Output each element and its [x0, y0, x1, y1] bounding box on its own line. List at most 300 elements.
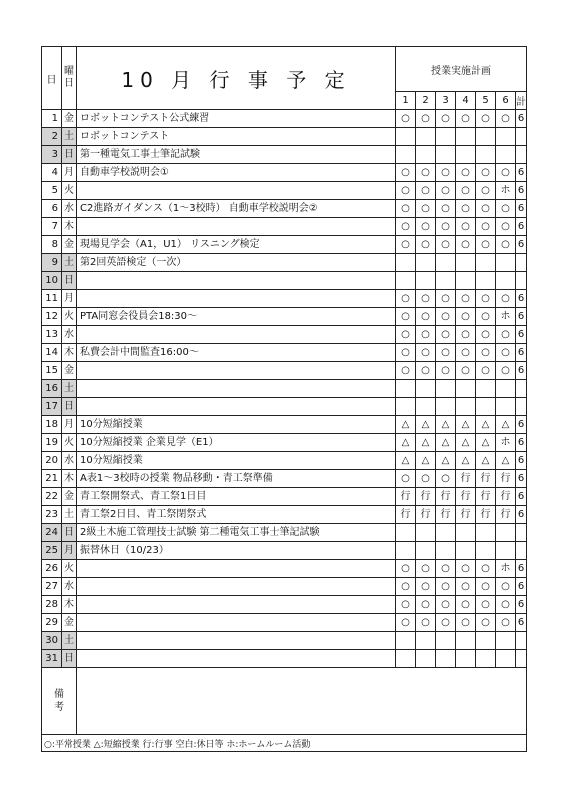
period-4-cell: ○ [456, 164, 476, 182]
day-row [42, 344, 527, 362]
day-number: 28 [42, 596, 62, 614]
total-cell: 6 [516, 236, 527, 254]
total-cell [516, 128, 527, 146]
day-row [42, 416, 527, 434]
event-cell [77, 182, 396, 200]
notes-area [77, 668, 527, 735]
weekday-cell: 月 [62, 164, 77, 182]
event-cell [77, 290, 396, 308]
weekday-cell: 火 [62, 560, 77, 578]
day-number: 9 [42, 254, 62, 272]
period-5-cell: ○ [476, 326, 496, 344]
period-5-cell [476, 398, 496, 416]
period-5-cell [476, 632, 496, 650]
period-6-cell: ホ [496, 434, 516, 452]
event-cell [77, 272, 396, 290]
total-cell: 6 [516, 164, 527, 182]
period-1-cell: 行 [396, 506, 416, 524]
period-2-cell [416, 146, 436, 164]
period-6-cell [496, 632, 516, 650]
day-row [42, 182, 527, 200]
period-4-cell: ○ [456, 560, 476, 578]
period-2-cell [416, 254, 436, 272]
day-row [42, 200, 527, 218]
period-1-cell: 行 [396, 488, 416, 506]
period-5-cell [476, 128, 496, 146]
period-5-cell: ○ [476, 236, 496, 254]
day-number: 2 [42, 128, 62, 146]
period-2-cell: ○ [416, 560, 436, 578]
schedule-rows [42, 110, 527, 668]
day-row [42, 254, 527, 272]
period-6-cell: ○ [496, 614, 516, 632]
period-4-cell: △ [456, 434, 476, 452]
schedule-sheet [41, 46, 526, 752]
period-6-cell: ○ [496, 164, 516, 182]
total-cell: 6 [516, 182, 527, 200]
period-3-cell: 行 [436, 506, 456, 524]
legend-row [42, 735, 527, 752]
total-cell: 6 [516, 362, 527, 380]
period-3-cell: ○ [436, 470, 456, 488]
day-number: 6 [42, 200, 62, 218]
period-4-cell [456, 524, 476, 542]
period-1-cell [396, 524, 416, 542]
period-2-cell: △ [416, 416, 436, 434]
event-cell: 第2回英語検定（一次） [77, 254, 396, 272]
day-number: 10 [42, 272, 62, 290]
event-cell [77, 380, 396, 398]
period-2-cell [416, 380, 436, 398]
period-2-cell: △ [416, 452, 436, 470]
period-6-cell: ホ [496, 560, 516, 578]
period-6-cell: △ [496, 452, 516, 470]
period-3-cell [436, 146, 456, 164]
day-row [42, 128, 527, 146]
total-cell: 6 [516, 308, 527, 326]
period-3-cell: ○ [436, 308, 456, 326]
event-cell [77, 362, 396, 380]
weekday-cell: 木 [62, 344, 77, 362]
period-3-cell: ○ [436, 614, 456, 632]
period-1-cell [396, 254, 416, 272]
period-1-cell: ○ [396, 560, 416, 578]
day-row [42, 632, 527, 650]
period-5-cell: ○ [476, 164, 496, 182]
day-row [42, 596, 527, 614]
period-2-header: 2 [416, 92, 436, 110]
day-row [42, 146, 527, 164]
period-1-cell: ○ [396, 200, 416, 218]
period-3-cell: ○ [436, 560, 456, 578]
period-4-cell [456, 128, 476, 146]
period-3-cell [436, 128, 456, 146]
period-6-cell: ○ [496, 578, 516, 596]
period-4-cell: ○ [456, 596, 476, 614]
total-cell [516, 524, 527, 542]
period-3-cell [436, 254, 456, 272]
period-3-cell: ○ [436, 182, 456, 200]
period-4-cell: △ [456, 416, 476, 434]
period-1-cell: ○ [396, 470, 416, 488]
period-2-cell: 行 [416, 506, 436, 524]
legend-text: ○:平常授業 △:短縮授業 行:行事 空白:休日等 ホ:ホームルーム活動 [42, 735, 527, 752]
day-row [42, 380, 527, 398]
day-number: 7 [42, 218, 62, 236]
total-cell [516, 398, 527, 416]
total-cell: 6 [516, 506, 527, 524]
period-5-header: 5 [476, 92, 496, 110]
period-6-cell: ホ [496, 182, 516, 200]
day-number: 12 [42, 308, 62, 326]
period-5-cell: ○ [476, 308, 496, 326]
period-4-header: 4 [456, 92, 476, 110]
notes-label [42, 668, 77, 735]
day-row [42, 542, 527, 560]
day-number: 11 [42, 290, 62, 308]
day-number: 14 [42, 344, 62, 362]
period-1-cell: △ [396, 452, 416, 470]
weekday-cell: 日 [62, 524, 77, 542]
period-2-cell: ○ [416, 308, 436, 326]
period-6-cell: △ [496, 416, 516, 434]
period-1-cell: △ [396, 434, 416, 452]
weekday-cell: 月 [62, 290, 77, 308]
period-1-cell: ○ [396, 290, 416, 308]
total-cell [516, 272, 527, 290]
period-1-cell: ○ [396, 218, 416, 236]
period-6-cell: 行 [496, 488, 516, 506]
event-cell: PTA同窓会役員会18:30～ [77, 308, 396, 326]
weekday-cell: 木 [62, 218, 77, 236]
period-6-cell: ○ [496, 362, 516, 380]
event-cell: 振替休日（10/23） [77, 542, 396, 560]
total-cell: 6 [516, 344, 527, 362]
period-2-cell [416, 272, 436, 290]
period-4-cell [456, 650, 476, 668]
period-3-cell: ○ [436, 200, 456, 218]
period-1-cell: ○ [396, 578, 416, 596]
period-2-cell: 行 [416, 488, 436, 506]
weekday-cell: 水 [62, 200, 77, 218]
period-2-cell: ○ [416, 236, 436, 254]
day-row [42, 164, 527, 182]
period-5-cell [476, 272, 496, 290]
period-2-cell: ○ [416, 344, 436, 362]
event-cell: 10分短縮授業 [77, 452, 396, 470]
period-5-cell: ○ [476, 614, 496, 632]
period-2-cell: ○ [416, 326, 436, 344]
day-row [42, 110, 527, 128]
period-1-cell [396, 272, 416, 290]
event-cell [77, 560, 396, 578]
period-4-cell: △ [456, 452, 476, 470]
period-6-cell: ○ [496, 236, 516, 254]
period-5-cell [476, 650, 496, 668]
total-cell: 6 [516, 200, 527, 218]
period-4-cell [456, 398, 476, 416]
day-row [42, 452, 527, 470]
period-6-header: 6 [496, 92, 516, 110]
period-2-cell: ○ [416, 200, 436, 218]
period-5-cell: 行 [476, 506, 496, 524]
period-3-cell: △ [436, 416, 456, 434]
total-cell: 6 [516, 596, 527, 614]
weekday-cell: 土 [62, 254, 77, 272]
day-row [42, 614, 527, 632]
period-5-cell [476, 380, 496, 398]
period-6-cell [496, 254, 516, 272]
day-number: 19 [42, 434, 62, 452]
period-6-cell: ホ [496, 308, 516, 326]
period-5-cell: ○ [476, 560, 496, 578]
period-4-cell: ○ [456, 614, 476, 632]
period-6-cell: ○ [496, 290, 516, 308]
event-cell: 自動車学校説明会① [77, 164, 396, 182]
weekday-cell: 日 [62, 650, 77, 668]
period-6-cell: ○ [496, 110, 516, 128]
period-4-cell: ○ [456, 308, 476, 326]
event-cell: 青工祭開祭式、青工祭1日目 [77, 488, 396, 506]
day-row [42, 470, 527, 488]
period-4-cell [456, 542, 476, 560]
day-row [42, 488, 527, 506]
day-number: 29 [42, 614, 62, 632]
weekday-cell: 金 [62, 110, 77, 128]
period-5-cell: ○ [476, 578, 496, 596]
period-4-cell [456, 272, 476, 290]
weekday-cell: 土 [62, 380, 77, 398]
day-row [42, 398, 527, 416]
total-cell: 6 [516, 452, 527, 470]
period-3-cell: ○ [436, 344, 456, 362]
day-number: 25 [42, 542, 62, 560]
period-3-cell [436, 632, 456, 650]
weekday-cell: 水 [62, 326, 77, 344]
weekday-cell: 水 [62, 452, 77, 470]
period-4-cell: ○ [456, 182, 476, 200]
period-4-cell: 行 [456, 506, 476, 524]
page-title: 10 月 行 事 予 定 [77, 47, 396, 110]
period-6-cell [496, 128, 516, 146]
weekday-cell: 火 [62, 182, 77, 200]
event-cell [77, 596, 396, 614]
period-2-cell [416, 398, 436, 416]
period-5-cell: ○ [476, 182, 496, 200]
period-1-cell: ○ [396, 236, 416, 254]
period-2-cell: ○ [416, 614, 436, 632]
weekday-cell: 火 [62, 434, 77, 452]
period-6-cell [496, 524, 516, 542]
period-5-cell: ○ [476, 290, 496, 308]
weekday-cell: 金 [62, 236, 77, 254]
period-2-cell [416, 650, 436, 668]
total-cell: 6 [516, 218, 527, 236]
period-4-cell [456, 380, 476, 398]
period-3-cell: 行 [436, 488, 456, 506]
period-3-cell [436, 272, 456, 290]
period-6-cell [496, 398, 516, 416]
day-number: 5 [42, 182, 62, 200]
weekday-cell: 木 [62, 596, 77, 614]
day-number: 17 [42, 398, 62, 416]
period-1-cell: ○ [396, 362, 416, 380]
total-cell: 6 [516, 290, 527, 308]
day-number: 27 [42, 578, 62, 596]
event-cell: 青工祭2日目、青工祭閉祭式 [77, 506, 396, 524]
day-number: 30 [42, 632, 62, 650]
day-number: 13 [42, 326, 62, 344]
period-6-cell: ○ [496, 596, 516, 614]
day-number: 15 [42, 362, 62, 380]
period-3-cell: ○ [436, 110, 456, 128]
weekday-cell: 日 [62, 398, 77, 416]
period-2-cell: ○ [416, 182, 436, 200]
period-5-cell: ○ [476, 362, 496, 380]
total-cell: 6 [516, 470, 527, 488]
total-cell: 6 [516, 614, 527, 632]
period-6-cell [496, 272, 516, 290]
period-1-cell [396, 398, 416, 416]
period-6-cell: ○ [496, 326, 516, 344]
weekday-cell: 土 [62, 632, 77, 650]
period-1-cell: ○ [396, 182, 416, 200]
day-number: 8 [42, 236, 62, 254]
day-number: 4 [42, 164, 62, 182]
period-2-cell: ○ [416, 596, 436, 614]
period-4-cell [456, 632, 476, 650]
weekday-cell: 木 [62, 470, 77, 488]
class-plan-header: 授業実施計画 [396, 47, 527, 92]
period-4-cell: ○ [456, 236, 476, 254]
event-cell: 10分短縮授業 [77, 416, 396, 434]
day-row [42, 578, 527, 596]
period-5-cell: ○ [476, 596, 496, 614]
total-cell [516, 650, 527, 668]
period-5-cell: ○ [476, 344, 496, 362]
period-6-cell: 行 [496, 506, 516, 524]
day-number: 31 [42, 650, 62, 668]
weekday-cell: 火 [62, 308, 77, 326]
weekday-header-char-1: 曜 [64, 66, 74, 77]
day-row [42, 308, 527, 326]
notes-label-char-2: 考 [54, 702, 64, 713]
period-4-cell: ○ [456, 578, 476, 596]
weekday-cell: 月 [62, 542, 77, 560]
event-cell: ロボットコンテスト [77, 128, 396, 146]
day-row [42, 326, 527, 344]
event-cell: 第一種電気工事士筆記試験 [77, 146, 396, 164]
period-6-cell: ○ [496, 344, 516, 362]
day-row [42, 218, 527, 236]
period-3-cell: ○ [436, 362, 456, 380]
period-1-cell: ○ [396, 308, 416, 326]
period-4-cell: ○ [456, 362, 476, 380]
total-cell: 6 [516, 560, 527, 578]
day-row [42, 290, 527, 308]
period-2-cell: ○ [416, 578, 436, 596]
total-cell [516, 632, 527, 650]
weekday-cell: 金 [62, 488, 77, 506]
period-6-cell [496, 146, 516, 164]
period-5-cell: 行 [476, 470, 496, 488]
period-5-cell [476, 524, 496, 542]
weekday-cell: 土 [62, 128, 77, 146]
day-number: 22 [42, 488, 62, 506]
weekday-cell: 月 [62, 416, 77, 434]
october-schedule-table [41, 46, 527, 752]
period-4-cell [456, 146, 476, 164]
total-cell: 6 [516, 326, 527, 344]
day-number: 24 [42, 524, 62, 542]
event-cell: ロボットコンテスト公式練習 [77, 110, 396, 128]
period-4-cell: ○ [456, 326, 476, 344]
notes-row [42, 668, 527, 735]
total-cell [516, 254, 527, 272]
period-3-cell: ○ [436, 218, 456, 236]
period-3-cell: ○ [436, 326, 456, 344]
day-number: 16 [42, 380, 62, 398]
total-cell: 6 [516, 416, 527, 434]
weekday-cell: 金 [62, 362, 77, 380]
period-5-cell: △ [476, 452, 496, 470]
period-6-cell [496, 650, 516, 668]
day-number: 1 [42, 110, 62, 128]
period-5-cell: ○ [476, 200, 496, 218]
total-cell [516, 380, 527, 398]
day-column-header: 日 [42, 47, 62, 110]
weekday-column-header [62, 47, 77, 110]
weekday-cell: 金 [62, 614, 77, 632]
period-3-cell: ○ [436, 164, 456, 182]
period-1-cell: ○ [396, 344, 416, 362]
period-3-cell: ○ [436, 596, 456, 614]
event-cell [77, 632, 396, 650]
total-header: 計 [516, 92, 527, 110]
day-number: 3 [42, 146, 62, 164]
period-3-cell: △ [436, 434, 456, 452]
event-cell: A表1～3校時の授業 物品移動・青工祭準備 [77, 470, 396, 488]
weekday-cell: 土 [62, 506, 77, 524]
period-2-cell: ○ [416, 290, 436, 308]
event-cell: C2進路ガイダンス（1～3校時） 自動車学校説明会② [77, 200, 396, 218]
day-row [42, 272, 527, 290]
period-2-cell [416, 632, 436, 650]
period-2-cell: ○ [416, 164, 436, 182]
period-1-cell [396, 128, 416, 146]
event-cell [77, 614, 396, 632]
event-cell: 2級土木施工管理技士試験 第二種電気工事士筆記試験 [77, 524, 396, 542]
period-5-cell: ○ [476, 218, 496, 236]
total-cell: 6 [516, 110, 527, 128]
event-cell: 10分短縮授業 企業見学（E1） [77, 434, 396, 452]
period-3-cell: ○ [436, 236, 456, 254]
period-3-cell: △ [436, 452, 456, 470]
period-1-cell: ○ [396, 164, 416, 182]
day-row [42, 524, 527, 542]
period-5-cell: ○ [476, 110, 496, 128]
period-4-cell: ○ [456, 344, 476, 362]
period-4-cell: ○ [456, 290, 476, 308]
weekday-header-char-2: 日 [64, 78, 74, 89]
total-cell [516, 146, 527, 164]
period-1-cell [396, 380, 416, 398]
day-row [42, 362, 527, 380]
event-cell [77, 578, 396, 596]
day-number: 18 [42, 416, 62, 434]
day-number: 21 [42, 470, 62, 488]
event-cell [77, 326, 396, 344]
